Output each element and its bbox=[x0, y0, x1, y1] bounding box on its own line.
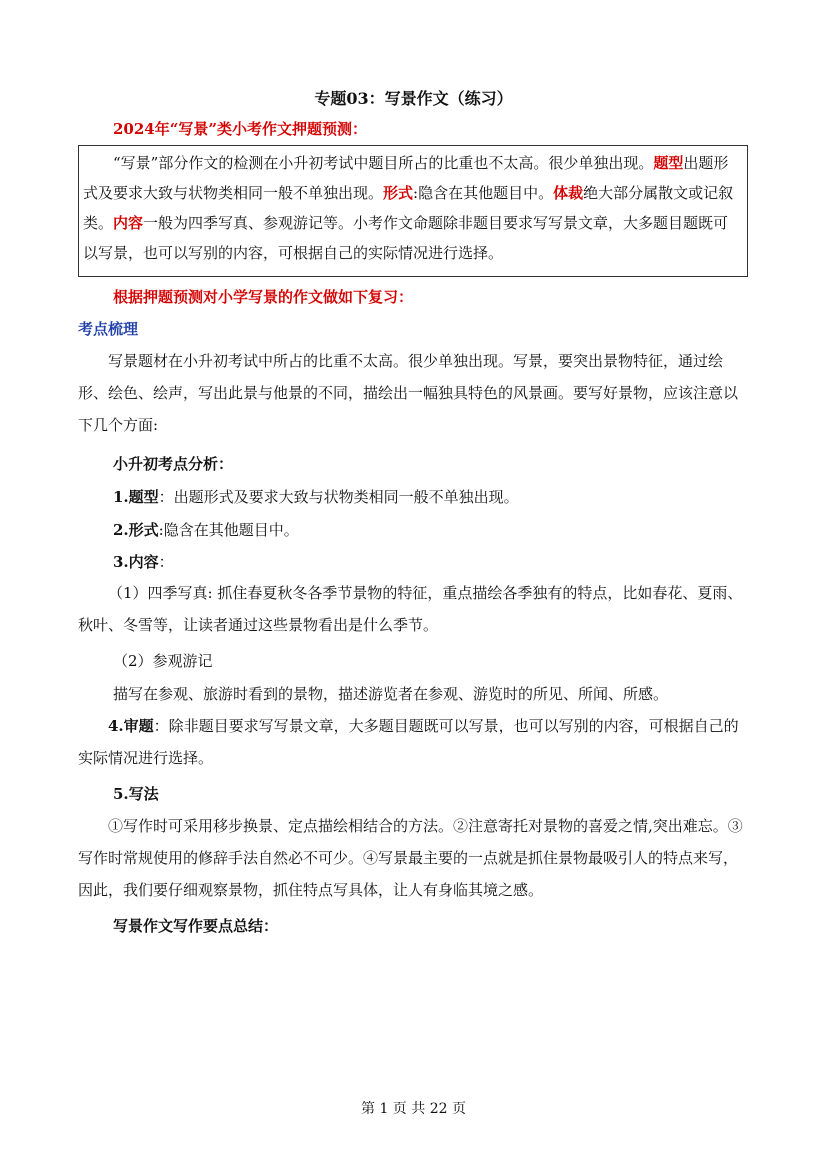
box-text-3: :隐含在其他题目中。 bbox=[413, 184, 554, 202]
method-text: ①写作时可采用移步换景、定点描绘相结合的方法。②注意寄托对景物的喜爱之情,突出难忘。③写作时常规使用的修辞手法自然必不可少。④写景最主要的一点就是抓住景物最吸引人的特点来写，因此，我们要仔细观察景物，抓住特点写具体，让人有身临其境之感。 bbox=[78, 817, 743, 899]
prediction-box-text bbox=[83, 148, 743, 268]
item-3-label: 3.内容 bbox=[113, 553, 159, 571]
keyword-genre: 体裁 bbox=[553, 184, 584, 202]
box-text-5: 一般为四季写真、参观游记等。小考作文命题除非题目要求写写景文章，大多题目题既可以写景，也可以写别的内容，可根据自己的实际情况进行选择。 bbox=[83, 214, 729, 262]
item-3 bbox=[113, 551, 174, 572]
analysis-heading: 小升初考点分析： bbox=[113, 455, 234, 473]
keyword-content: 内容 bbox=[113, 214, 144, 232]
box-text-2: 出题形式及要求大致与状物类相同一般不单独出现。 bbox=[83, 154, 729, 202]
item-5: 5.写法 bbox=[113, 785, 159, 803]
item-4-label: 4.审题 bbox=[108, 717, 154, 735]
page-footer: 第 1 页 共 22 页 bbox=[361, 1101, 466, 1117]
item-4-text: ：除非题目要求写写景文章，大多题目题既可以写景，也可以写别的内容，可根据自己的实际情况进行选择。 bbox=[78, 717, 739, 767]
sub-item-1-text: （1）四季写真: 抓住春夏秋冬各季节景物的特征，重点描绘各季独有的特点，比如春花、夏雨、秋叶、冬雪等，让读者通过这些景物看出是什么季节。 bbox=[78, 584, 743, 634]
prediction-box bbox=[78, 145, 748, 277]
box-text-4: 绝大部分属散文或记叙类。 bbox=[83, 184, 734, 232]
summary-heading: 写景作文写作要点总结： bbox=[113, 917, 279, 935]
item-2-label: 2.形式 bbox=[113, 521, 159, 539]
item-1-label: 1.题型 bbox=[113, 488, 159, 506]
review-heading: 根据押题预测对小学写景的作文做如下复习： bbox=[113, 288, 414, 306]
intro-paragraph bbox=[78, 345, 752, 441]
intro-text: 写景题材在小升初考试中所占的比重不太高。很少单独出现。写景，要突出景物特征，通过绘形、绘色、绘声，写出此景与他景的不同，描绘出一幅独具特色的风景画。要写好景物，应该注意以下几个方面: bbox=[78, 352, 739, 434]
item-2-text: :隐含在其他题目中。 bbox=[158, 521, 299, 539]
page-title: 专题03：写景作文（练习） bbox=[314, 89, 513, 108]
prediction-heading: 2024年“写景”类小考作文押题预测： bbox=[113, 120, 368, 138]
sub-item-2-description: 描写在参观、旅游时看到的景物，描述游览者在参观、游览时的所见、所闻、所感。 bbox=[113, 685, 669, 703]
keyword-form: 形式 bbox=[383, 184, 414, 202]
sub-item-1 bbox=[78, 577, 752, 641]
item-3-text: ： bbox=[158, 553, 174, 571]
section-heading: 考点梳理 bbox=[78, 320, 139, 338]
item-1 bbox=[113, 486, 519, 507]
item-4 bbox=[78, 710, 752, 774]
item-2 bbox=[113, 519, 299, 540]
item-1-text: ：出题形式及要求大致与状物类相同一般不单独出现。 bbox=[158, 488, 519, 506]
method-paragraph bbox=[78, 810, 752, 906]
sub-item-2: （2）参观游记 bbox=[113, 652, 213, 670]
box-text-1: “写景”部分作文的检测在小升初考试中题目所占的比重也不太高。很少单独出现。 bbox=[113, 154, 654, 172]
keyword-type: 题型 bbox=[653, 154, 684, 172]
